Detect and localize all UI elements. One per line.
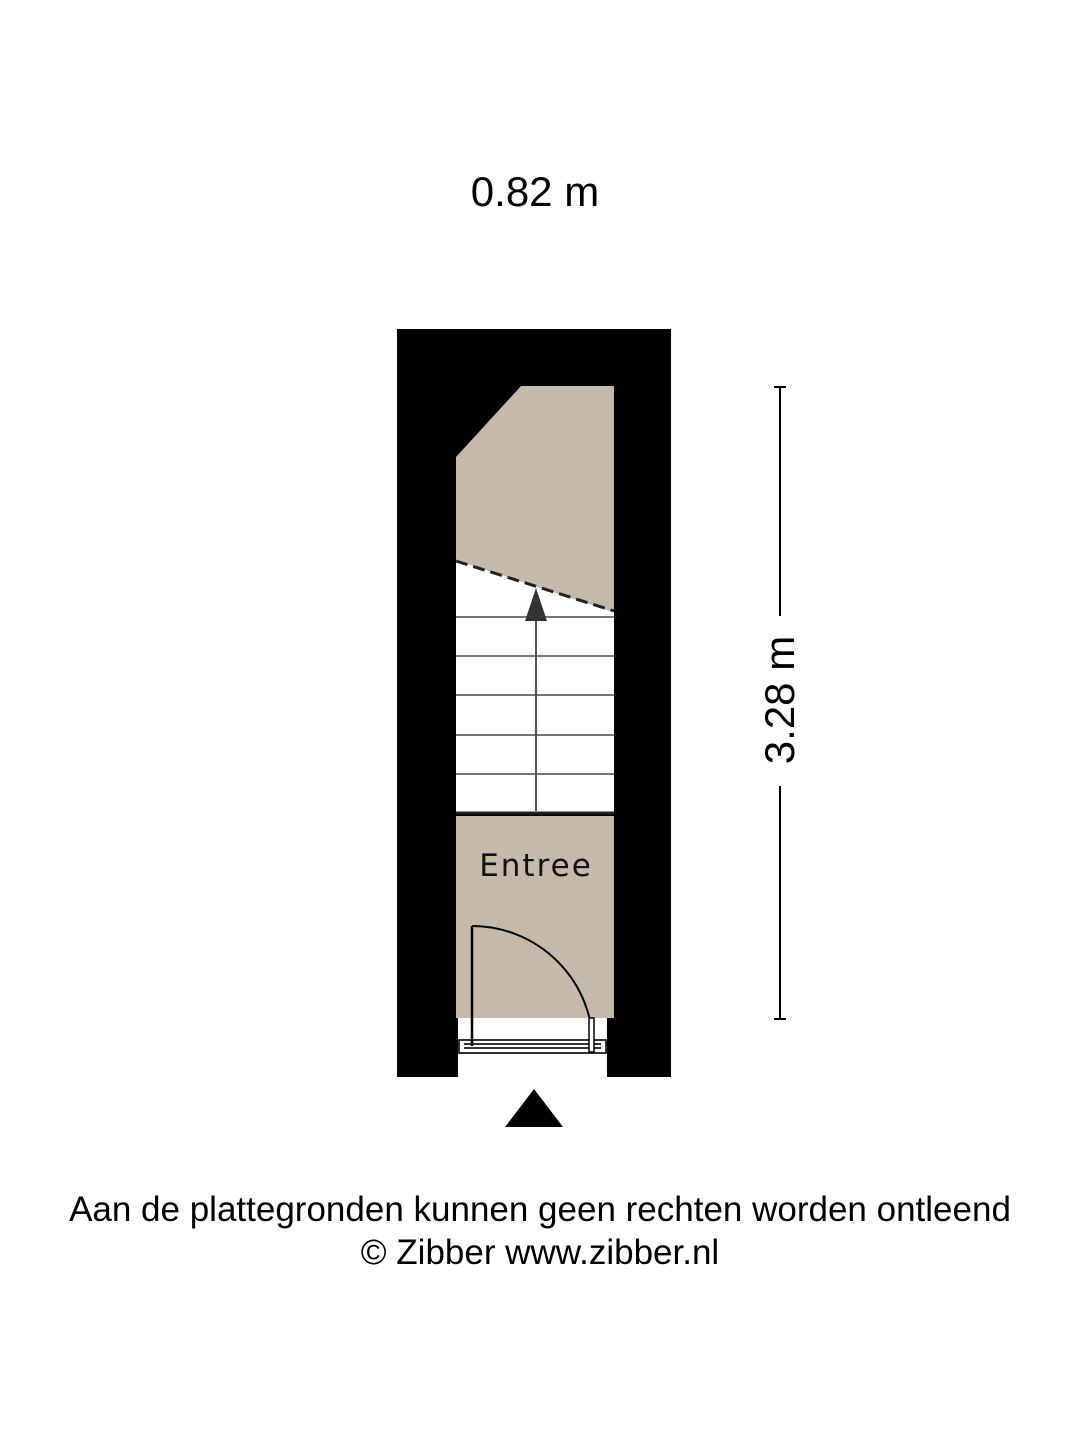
copyright-text: © Zibber www.zibber.nl — [360, 1233, 720, 1272]
room-label-entree: Entree — [479, 848, 593, 884]
height-dimension-label: 3.28 m — [756, 635, 803, 765]
width-dimension-label: 0.82 m — [470, 168, 600, 215]
entrance-marker-icon — [505, 1089, 563, 1127]
disclaimer-text: Aan de plattegronden kunnen geen rechten worden ontleend — [69, 1190, 1011, 1229]
